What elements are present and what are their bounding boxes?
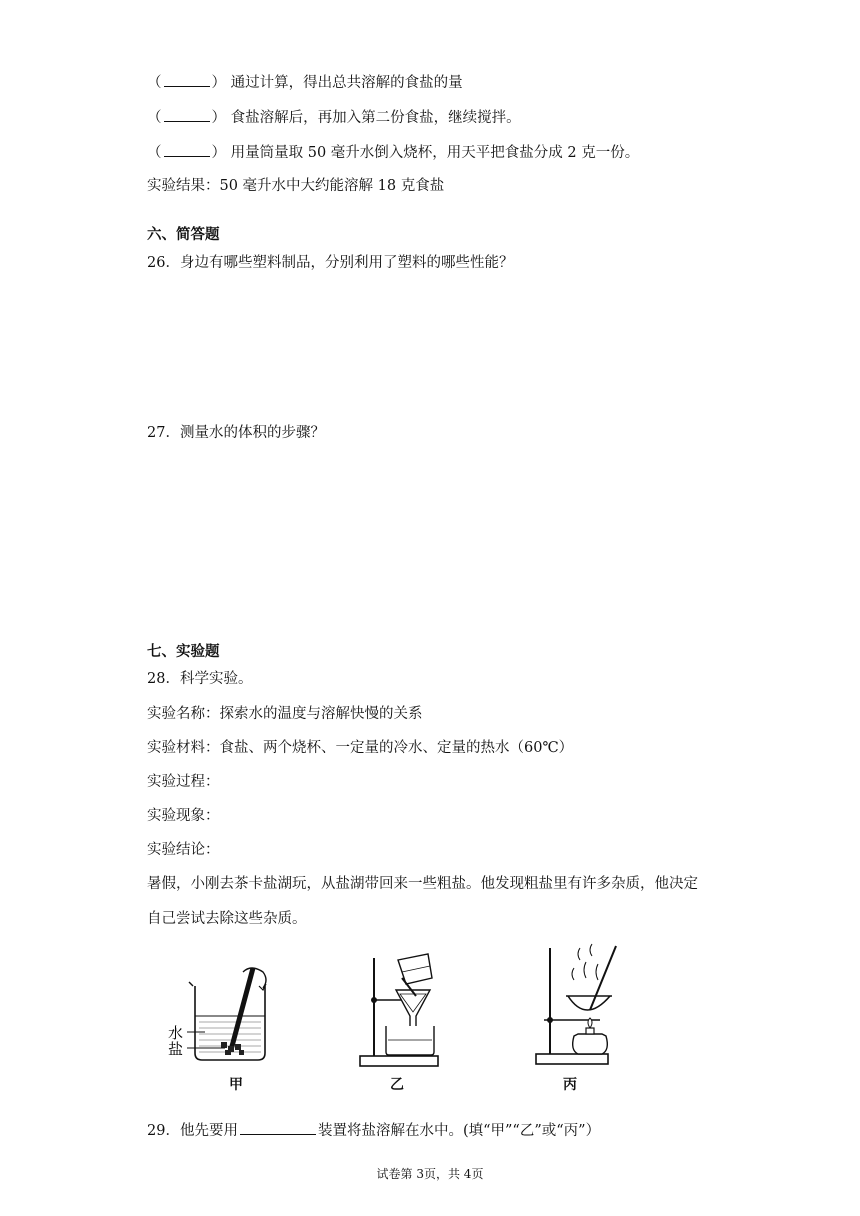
paren-open: （ — [147, 75, 162, 91]
figure-filtration — [352, 950, 447, 1072]
answer-blank[interactable] — [164, 72, 210, 87]
step-line-1 — [147, 72, 463, 93]
answer-blank[interactable] — [164, 107, 210, 122]
figure-label-bing: 丙 — [563, 1077, 577, 1093]
step-text: 通过计算，得出总共溶解的食盐的量 — [230, 75, 463, 91]
step-text: 用量筒量取 50 毫升水倒入烧杯，用天平把食盐分成 2 克一份。 — [230, 145, 640, 161]
label-salt: 盐 — [168, 1040, 184, 1058]
question-29-text-after: 装置将盐溶解在水中。(填“甲”“乙”或“丙”） — [317, 1123, 601, 1139]
experiment-phenomenon: 实验现象： — [147, 808, 220, 824]
step-line-3 — [147, 142, 639, 163]
label-water: 水 — [168, 1024, 184, 1042]
step-text: 食盐溶解后，再加入第二份食盐，继续搅拌。 — [230, 110, 521, 126]
figure-label-yi: 乙 — [390, 1077, 404, 1093]
experiment-process: 实验过程： — [147, 774, 220, 790]
step-line-2 — [147, 107, 521, 128]
paren-close: ） — [211, 110, 226, 126]
experiment-conclusion: 实验结论： — [147, 842, 220, 858]
story-line-2: 自己尝试去除这些杂质。 — [147, 911, 307, 927]
question-29 — [147, 1120, 600, 1141]
figure-evaporation — [530, 938, 630, 1070]
paren-open: （ — [147, 145, 162, 161]
figure-beaker-stirring — [165, 958, 280, 1073]
experiment-materials: 实验材料：食盐、两个烧杯、一定量的冷水、定量的热水（60℃） — [147, 740, 574, 756]
experiment-result: 实验结果：50 毫升水中大约能溶解 18 克食盐 — [147, 178, 445, 194]
section-title-experiment: 七、实验题 — [147, 644, 220, 660]
paren-close: ） — [211, 145, 226, 161]
answer-blank[interactable] — [164, 142, 210, 157]
question-29-text-before: 29．他先要用 — [147, 1123, 238, 1139]
page-footer: 试卷第 3页，共 4页 — [376, 1167, 484, 1181]
section-title-short-answer: 六、简答题 — [147, 227, 220, 243]
question-28: 28．科学实验。 — [147, 671, 253, 687]
experiment-name: 实验名称：探索水的温度与溶解快慢的关系 — [147, 706, 423, 722]
answer-blank[interactable] — [240, 1120, 316, 1135]
figure-label-jia: 甲 — [229, 1077, 243, 1093]
question-26: 26．身边有哪些塑料制品，分别利用了塑料的哪些性能？ — [147, 255, 514, 271]
paren-close: ） — [211, 75, 226, 91]
paren-open: （ — [147, 110, 162, 126]
question-27: 27．测量水的体积的步骤？ — [147, 425, 325, 441]
story-line-1: 暑假，小刚去茶卡盐湖玩，从盐湖带回来一些粗盐。他发现粗盐里有许多杂质，他决定 — [147, 876, 698, 892]
